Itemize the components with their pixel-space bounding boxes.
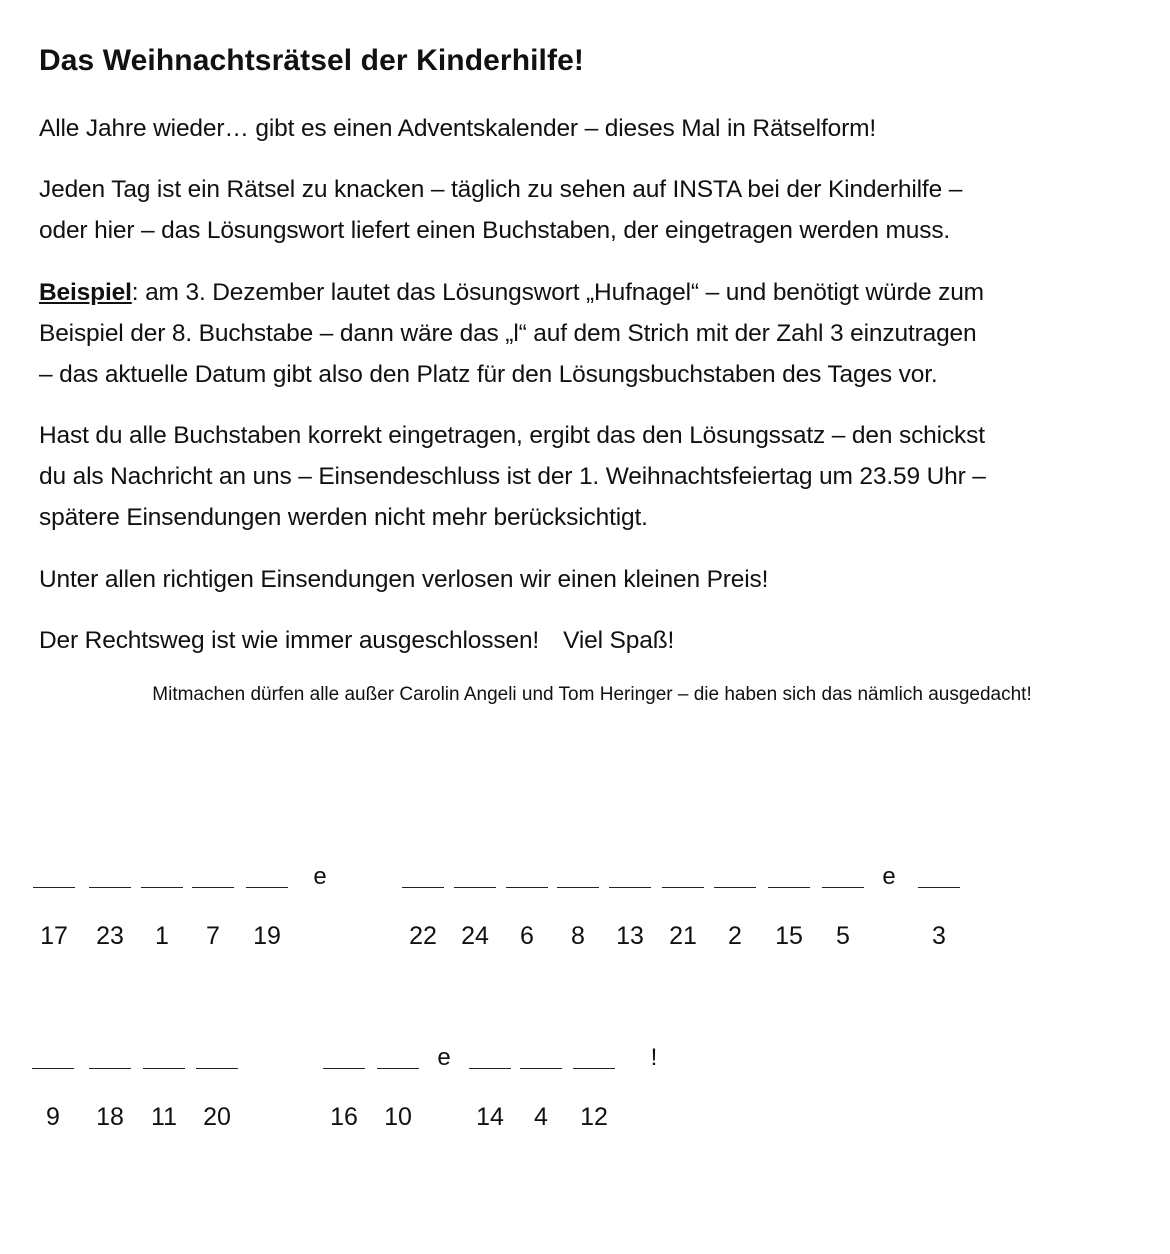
puzzle-slot-number: 16 xyxy=(330,1103,358,1131)
legal-paragraph xyxy=(39,620,1149,661)
puzzle-slot-number: 20 xyxy=(203,1103,231,1131)
puzzle-slot-number: 23 xyxy=(96,922,124,950)
example-paragraph xyxy=(39,272,1149,395)
puzzle-blank xyxy=(768,887,810,888)
puzzle-slot-number: 9 xyxy=(46,1103,60,1131)
puzzle-exclamation: ! xyxy=(650,1044,658,1071)
puzzle-blank xyxy=(141,887,183,888)
submission-paragraph xyxy=(39,415,1149,538)
puzzle-blank xyxy=(192,887,234,888)
puzzle-blank xyxy=(609,887,651,888)
puzzle-slot-number: 10 xyxy=(384,1103,412,1131)
puzzle-slot-number: 1 xyxy=(155,922,169,950)
prize-text: Unter allen richtigen Einsendungen verlosen wir einen kleinen Preis! xyxy=(39,566,769,593)
puzzle-blank xyxy=(573,1068,615,1069)
submission-line-2: du als Nachricht an uns – Einsendeschluss ist der 1. Weihnachtsfeiertag um 23.59 Uhr – xyxy=(39,463,986,490)
page-title: Das Weihnachtsrätsel der Kinderhilfe! xyxy=(39,44,584,77)
prize-paragraph xyxy=(39,559,1149,600)
puzzle-slot-number: 6 xyxy=(520,922,534,950)
puzzle-blank xyxy=(377,1068,419,1069)
puzzle-given-letter: e xyxy=(437,1044,451,1071)
puzzle-blank xyxy=(32,1068,74,1069)
puzzle-blank xyxy=(557,887,599,888)
puzzle-slot-number: 19 xyxy=(253,922,281,950)
puzzle-given-letter: e xyxy=(313,863,327,890)
puzzle-blank xyxy=(196,1068,238,1069)
puzzle-blank xyxy=(454,887,496,888)
puzzle-blank xyxy=(33,887,75,888)
puzzle-blank xyxy=(918,887,960,888)
puzzle-blank xyxy=(506,887,548,888)
puzzle-slot-number: 2 xyxy=(728,922,742,950)
puzzle-blank xyxy=(143,1068,185,1069)
example-line-3: – das aktuelle Datum gibt also den Platz für den Lösungsbuchstaben des Tages vor. xyxy=(39,361,938,388)
example-line-1: : am 3. Dezember lautet das Lösungswort „Hufnagel“ – und benötigt würde zum xyxy=(131,279,984,306)
puzzle-slot-number: 21 xyxy=(669,922,697,950)
example-label: Beispiel xyxy=(39,279,132,306)
participation-note: Mitmachen dürfen alle außer Carolin Angeli und Tom Heringer – die haben sich das nämlich ausgedacht! xyxy=(152,684,1032,705)
puzzle-blank xyxy=(469,1068,511,1069)
puzzle-blank xyxy=(89,1068,131,1069)
puzzle-slot-number: 17 xyxy=(40,922,68,950)
puzzle-slot-number: 4 xyxy=(534,1103,548,1131)
daily-paragraph xyxy=(39,169,1149,251)
daily-line-2: oder hier – das Lösungswort liefert einen Buchstaben, der eingetragen werden muss. xyxy=(39,217,951,244)
puzzle-slot-number: 12 xyxy=(580,1103,608,1131)
puzzle-slot-number: 24 xyxy=(461,922,489,950)
submission-line-3: spätere Einsendungen werden nicht mehr berücksichtigt. xyxy=(39,504,648,531)
legal-text: Der Rechtsweg ist wie immer ausgeschlossen! xyxy=(39,627,540,654)
puzzle-slot-number: 14 xyxy=(476,1103,504,1131)
intro-paragraph xyxy=(39,108,1149,149)
puzzle-slot-number: 7 xyxy=(206,922,220,950)
puzzle-blank xyxy=(520,1068,562,1069)
puzzle-blank xyxy=(662,887,704,888)
puzzle-slot-number: 5 xyxy=(836,922,850,950)
submission-line-1: Hast du alle Buchstaben korrekt eingetragen, ergibt das den Lösungssatz – den schickst xyxy=(39,422,985,449)
puzzle-blank xyxy=(822,887,864,888)
puzzle-slot-number: 8 xyxy=(571,922,585,950)
puzzle-blank xyxy=(714,887,756,888)
puzzle-blank xyxy=(402,887,444,888)
daily-line-1: Jeden Tag ist ein Rätsel zu knacken – täglich zu sehen auf INSTA bei der Kinderhilfe – xyxy=(39,176,963,203)
puzzle-given-letter: e xyxy=(882,863,896,890)
intro-text: Alle Jahre wieder… gibt es einen Adventskalender – dieses Mal in Rätselform! xyxy=(39,115,877,142)
puzzle-slot-number: 11 xyxy=(151,1103,177,1131)
example-line-2: Beispiel der 8. Buchstabe – dann wäre das „l“ auf dem Strich mit der Zahl 3 einzutragen xyxy=(39,320,977,347)
puzzle-blank xyxy=(323,1068,365,1069)
puzzle-slot-number: 22 xyxy=(409,922,437,950)
puzzle-slot-number: 18 xyxy=(96,1103,124,1131)
puzzle-slot-number: 3 xyxy=(932,922,946,950)
puzzle-blank xyxy=(246,887,288,888)
puzzle-slot-number: 15 xyxy=(775,922,803,950)
puzzle-blank xyxy=(89,887,131,888)
fun-text: Viel Spaß! xyxy=(563,627,675,654)
puzzle-slot-number: 13 xyxy=(616,922,644,950)
